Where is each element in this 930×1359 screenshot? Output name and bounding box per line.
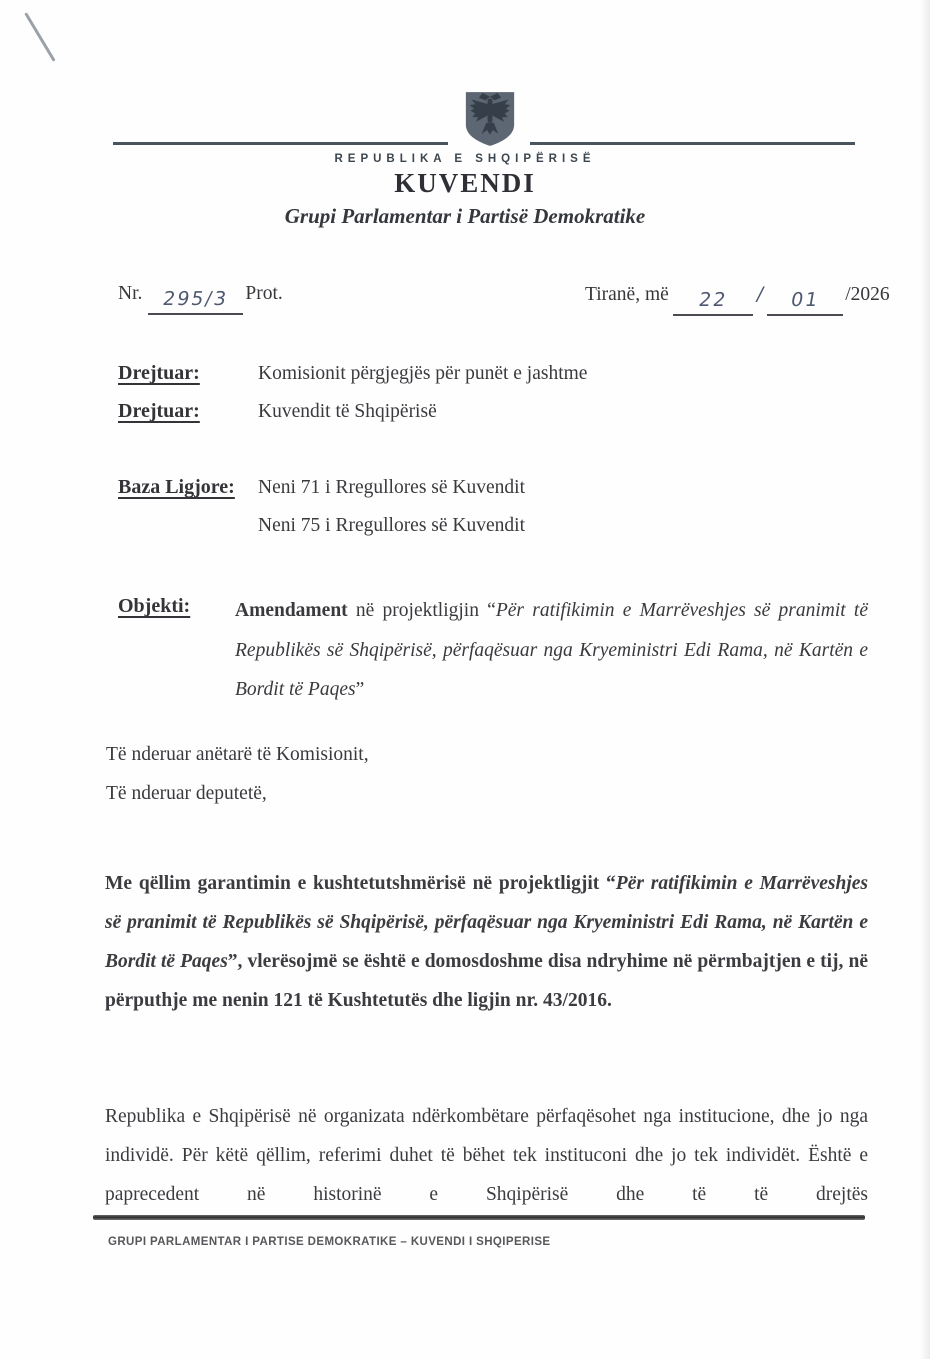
salutation-line-2: Të nderuar deputetë,	[106, 783, 267, 804]
scan-pen-mark	[24, 12, 55, 62]
month-blank	[767, 289, 843, 316]
year-printed: /2026	[845, 284, 890, 305]
subject-normal-mid: në projektligjin “	[347, 600, 496, 621]
legal-basis-item-2: Neni 75 i Rregullores së Kuvendit	[258, 515, 525, 536]
handwritten-month: 01	[789, 289, 822, 311]
addressee-value-2: Kuvendit të Shqipërisë	[258, 401, 437, 422]
addressee-label-2: Drejtuar:	[118, 400, 200, 422]
date-line	[585, 283, 890, 316]
paragraph1-tail: ”, vlerësojmë se është e domosdoshme disa ndryhime në përmbajtjen e tij, në përputhje me nenin 121 të Kushtetutës dhe ligjin nr. 43/2016.	[105, 951, 868, 1011]
salutation-line-1: Të nderuar anëtarë të Komisionit,	[106, 744, 369, 765]
nr-label: Nr.	[118, 283, 143, 304]
paragraph1-lead: Me qëllim garantimin e kushtetutshmërisë në projektligjit “	[105, 873, 616, 894]
prot-label: Prot.	[245, 283, 283, 304]
republic-label: REPUBLIKA E SHQIPËRISË	[334, 153, 596, 165]
paragraph1-italic-title: Për ratifikimin e Marrëveshjes së pranimit të Republikës së Shqipërisë, përfaqësuar nga Kryeministri Edi Rama, në Kartën e Bordit të Paqes	[105, 873, 868, 972]
subject-text	[235, 591, 868, 710]
body-paragraph-1	[105, 864, 868, 1020]
footer-rule	[93, 1215, 865, 1220]
subject-closing-quote: ”	[355, 679, 365, 700]
legal-basis-item-1: Neni 71 i Rregullores së Kuvendit	[258, 477, 525, 498]
header-rule-left	[113, 142, 448, 145]
subject-label: Objekti:	[118, 595, 191, 617]
footer-text: GRUPI PARLAMENTAR I PARTISE DEMOKRATIKE – KUVENDI I SHQIPERISE	[108, 1236, 551, 1248]
handwritten-protocol-number: 295/3	[161, 288, 231, 310]
addressee-label-1: Drejtuar:	[118, 362, 200, 384]
albania-eagle-emblem-icon	[464, 90, 516, 153]
place-label: Tiranë, më	[585, 284, 669, 305]
body-paragraph-2: Republika e Shqipërisë në organizata ndërkombëtare përfaqësohet nga institucione, dhe jo nga individë. Për këtë qëllim, referimi duhet të bëhet tek instituconi dhe jo tek individët. Është e paprecedent në historinë e Shqipërisë dhe të të drejtës	[105, 1106, 868, 1205]
addressee-value-1: Komisionit përgjegjës për punët e jashtme	[258, 363, 588, 384]
assembly-title: KUVENDI	[394, 168, 536, 198]
handwritten-day: 22	[696, 289, 729, 311]
protocol-number-blank	[148, 288, 243, 315]
day-blank	[673, 289, 753, 316]
subject-italic-title: Për ratifikimin e Marrëveshjes së pranimit të Republikës së Shqipërisë, përfaqësuar nga Kryeministri Edi Rama, në Kartën e Bordit të Paqes	[235, 600, 868, 700]
subject-bold-lead: Amendament	[235, 600, 348, 621]
protocol-number-line	[118, 283, 283, 315]
header-rule-right	[530, 142, 855, 145]
date-separator: /	[756, 283, 764, 305]
parliamentary-group-title: Grupi Parlamentar i Partisë Demokratike	[284, 204, 646, 228]
legal-basis-label: Baza Ligjore:	[118, 476, 235, 498]
